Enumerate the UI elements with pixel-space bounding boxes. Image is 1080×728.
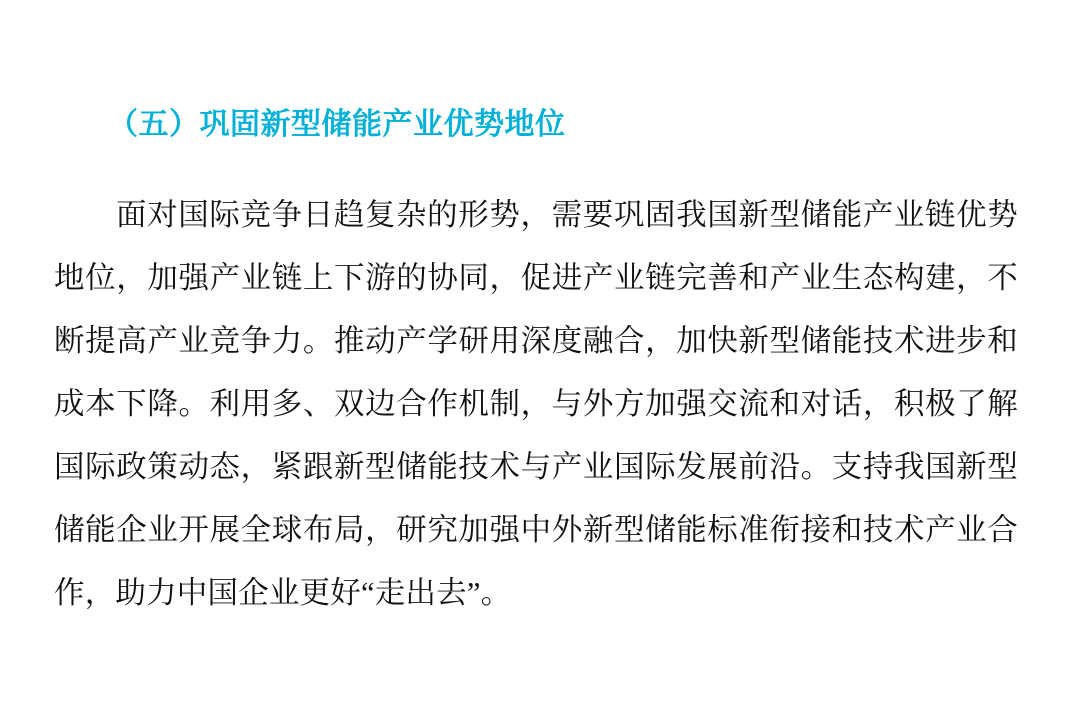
document-body bbox=[54, 104, 1026, 625]
section-heading: （五）巩固新型储能产业优势地位 bbox=[108, 108, 566, 141]
body-paragraph: 面对国际竞争日趋复杂的形势，需要巩固我国新型储能产业链优势地位，加强产业链上下游的协同，促进产业链完善和产业生态构建，不断提高产业竞争力。推动产学研用深度融合，加快新型储能技术进步和成本下降。利用多、双边合作机制，与外方加强交流和对话，积极了解国际政策动态，紧跟新型储能技术与产业国际发展前沿。支持我国新型储能企业开展全球布局，研究加强中外新型储能标准衔接和技术产业合作，助力中国企业更好“走出去”。 bbox=[54, 198, 1018, 610]
